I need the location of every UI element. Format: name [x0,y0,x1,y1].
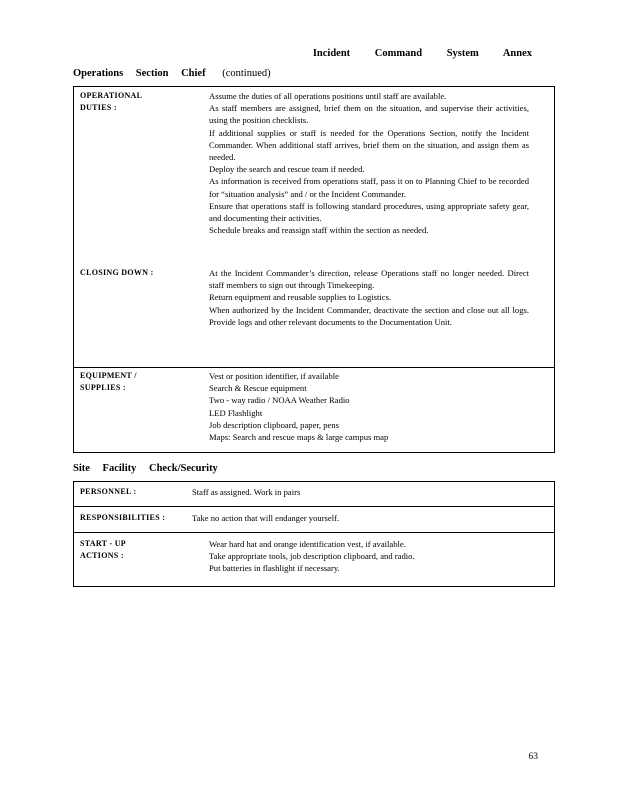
section-title-text: Operations Section Chief [73,68,206,79]
label-line: OPERATIONAL [80,91,143,100]
label-line: EQUIPMENT / [80,371,137,380]
startup-row [74,532,554,588]
document-header: Incident Command System Annex [312,48,532,59]
operations-table [73,86,555,453]
duty-item: As staff members are assigned, brief them on the situation, and supervise their activities, using the position checklists. [209,103,529,126]
equipment-text [209,370,529,443]
startup-text [209,538,529,575]
closing-down-label: CLOSING DOWN : [80,268,154,277]
equipment-row [74,367,554,454]
startup-item: Put batteries in flashlight if necessary. [209,563,340,574]
duty-item: Deploy the search and rescue team if needed. [209,164,365,175]
label-line: DUTIES : [80,103,117,113]
section-subtitle: (continued) [222,68,271,79]
personnel-row [74,482,554,506]
page-number: 63 [528,752,538,762]
label-line: SUPPLIES : [80,383,126,393]
label-line: START - UP [80,539,126,548]
closing-down-text [209,267,529,328]
responsibilities-row [74,506,554,532]
closing-item: When authorized by the Incident Commander, deactivate the section and close out all logs. Provide logs and other relevant documents to the Documentation Unit. [209,304,529,327]
closing-item: At the Incident Commander’s direction, release Operations staff no longer needed. Direct staff members to sign out through Timekeeping. [209,268,529,291]
duty-item: As information is received from operations staff, pass it on to Planning Chief to be recorded for “situation analysis” and / or the Incident Commander. [209,176,529,199]
operational-duties-label [80,90,142,114]
equipment-item: Job description clipboard, paper, pens [209,419,339,430]
site-facility-table [73,481,555,587]
startup-item: Wear hard hat and orange identification vest, if available. [209,539,406,549]
equipment-item: Maps: Search and rescue maps & large campus map [209,432,389,443]
responsibilities-label: RESPONSIBILITIES : [80,513,166,522]
responsibilities-text: Take no action that will endanger yourself. [192,513,340,523]
label-line: ACTIONS : [80,551,124,561]
equipment-item: Two - way radio / NOAA Weather Radio [209,395,350,406]
duty-item: Ensure that operations staff is following standard procedures, using appropriate safety gear, and documenting their activities. [209,200,529,224]
operational-duties-text [209,90,529,236]
duty-item: Schedule breaks and reassign staff within the section as needed. [209,225,429,236]
startup-item: Take appropriate tools, job description clipboard, and radio. [209,551,415,562]
operational-duties-row [74,87,554,367]
duty-item: Assume the duties of all operations positions until staff are available. [209,91,447,101]
section-title-operations [73,68,271,79]
equipment-label [80,370,137,394]
equipment-item: LED Flashlight [209,407,263,418]
equipment-item: Search & Rescue equipment [209,383,307,394]
duty-item: If additional supplies or staff is needed for the Operations Section, notify the Incident Commander. When additional staff arrives, brief them on the situation, and assign them as needed. [209,127,529,163]
personnel-text: Staff as assigned. Work in pairs [192,487,301,497]
personnel-label: PERSONNEL : [80,487,137,496]
startup-label [80,538,126,562]
closing-item: Return equipment and reusable supplies to Logistics. [209,292,392,303]
equipment-item: Vest or position identifier, if available [209,371,339,381]
section-title-site-facility: Site Facility Check/Security [73,463,218,474]
